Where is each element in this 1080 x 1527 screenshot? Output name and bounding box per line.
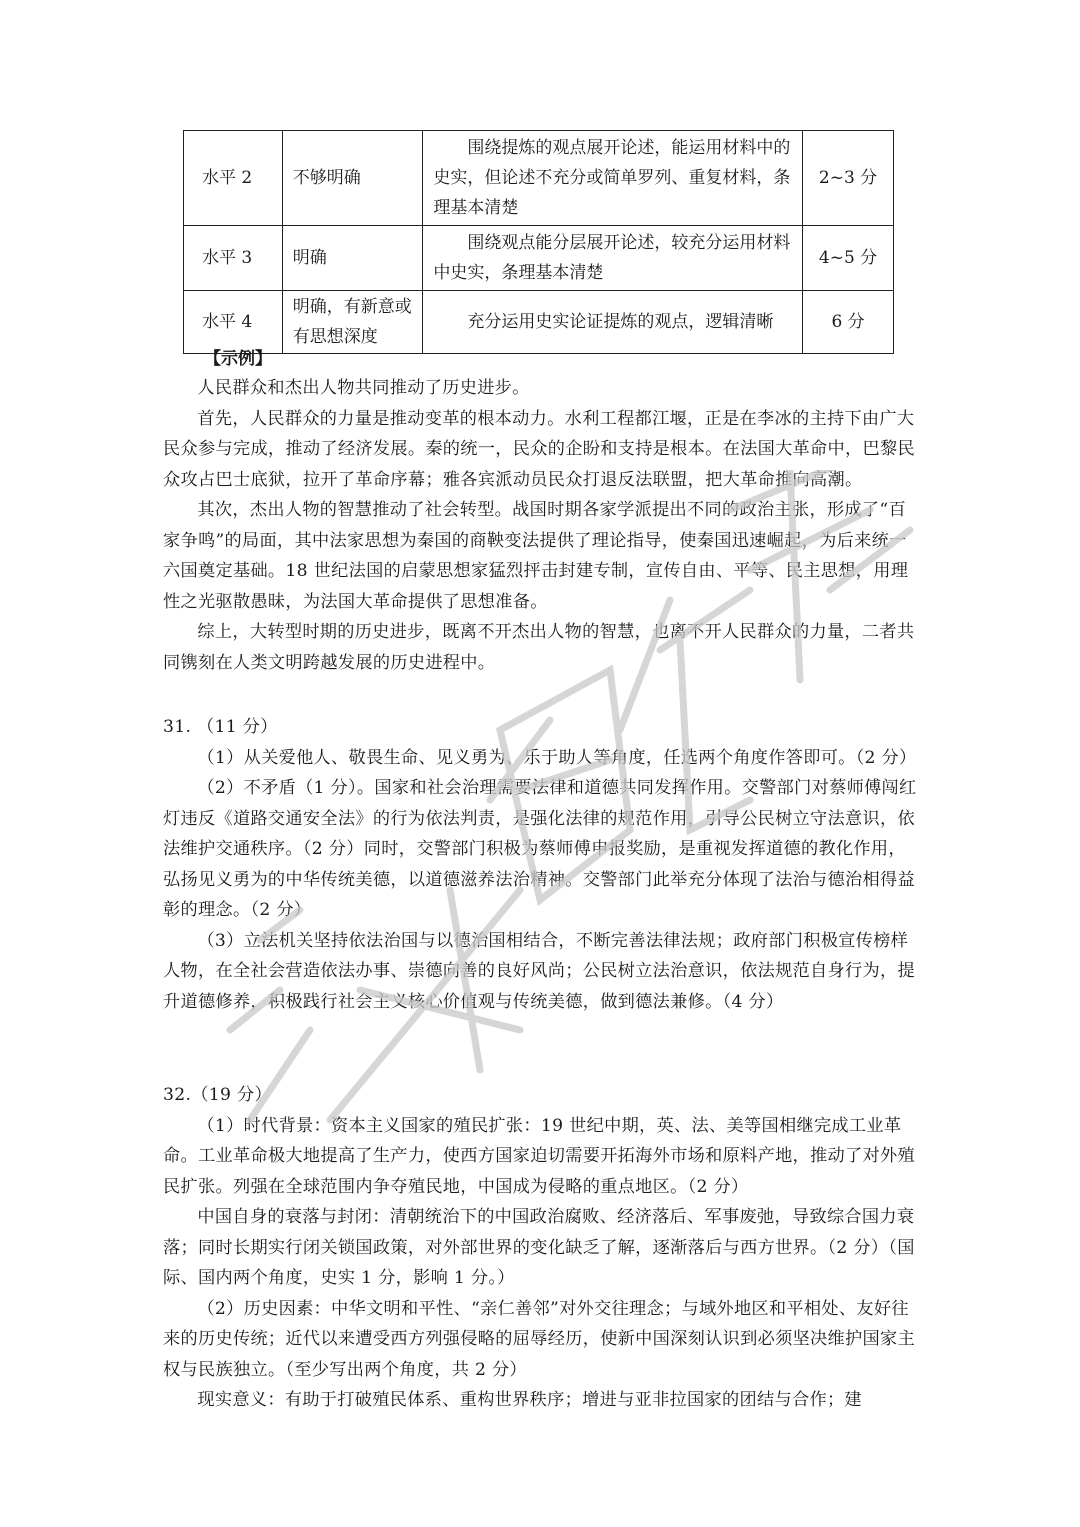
example-paragraph: 人民群众和杰出人物共同推动了历史进步。	[197, 378, 530, 398]
example-paragraph: 首先，人民群众的力量是推动变革的根本动力。水利工程都江堰，正是在李冰的主持下由广大民众参与完成，推动了经济发展。秦的统一，民众的企盼和支持是根本。在法国大革命中，巴黎民众攻占巴士底狱，拉开了革命序幕；雅各宾派动员民众打退反法联盟，把大革命推向高潮。	[163, 408, 915, 490]
answer-paragraph: 现实意义：有助于打破殖民体系、重构世界秩序；增进与亚非拉国家的团结与合作；建	[197, 1390, 862, 1410]
question-title: 32.（19 分）	[163, 1085, 272, 1105]
level-cell: 水平 4	[184, 291, 283, 354]
example-paragraph: 综上，大转型时期的历史进步，既离不开杰出人物的智慧，也离不开人民群众的力量，二者共同镌刻在人类文明跨越发展的历史进程中。	[163, 622, 915, 673]
table-row	[184, 226, 894, 291]
answer-paragraph: （3）立法机关坚持依法治国与以德治国相结合，不断完善法律法规；政府部门积极宣传榜样人物，在全社会营造依法办事、崇德向善的良好风尚；公民树立法治意识，依法规范自身行为，提升道德修养，积极践行社会主义核心价值观与传统美德，做到德法兼修。（4 分）	[163, 930, 915, 1012]
example-paragraph: 其次，杰出人物的智慧推动了社会转型。战国时期各家学派提出不同的政治主张，形成了“百家争鸣”的局面，其中法家思想为秦国的商鞅变法提供了理论指导，使秦国迅速崛起，为后来统一六国奠定基础。18 世纪法国的启蒙思想家猛烈抨击封建专制，宣传自由、平等、民主思想，用理性之光驱散愚昧，为法国大革命提供了思想准备。	[163, 500, 909, 612]
level-cell: 水平 2	[184, 131, 283, 226]
description-cell: 充分运用史实论证提炼的观点，逻辑清晰	[423, 291, 803, 354]
answer-paragraph: 中国自身的衰落与封闭：清朝统治下的中国政治腐败、经济落后、军事废弛，导致综合国力衰落；同时长期实行闭关锁国政策，对外部世界的变化缺乏了解，逐渐落后与西方世界。（2 分）（国际、国内两个角度，史实 1 分，影响 1 分。）	[163, 1207, 915, 1288]
example-heading: 【示例】	[204, 349, 272, 369]
question-32	[163, 1080, 919, 1416]
description-cell: 围绕提炼的观点展开论述，能运用材料中的史实，但论述不充分或简单罗列、重复材料，条理基本清楚	[423, 131, 803, 226]
description-cell: 围绕观点能分层展开论述，较充分运用材料中史实，条理基本清楚	[423, 226, 803, 291]
score-cell: 4~5 分	[803, 226, 894, 291]
question-31	[163, 712, 919, 1017]
answer-paragraph: （1）从关爱他人、敬畏生命、见义勇为、乐于助人等角度，任选两个角度作答即可。（2 分）	[197, 747, 917, 768]
viewpoint-cell: 明确，有新意或有思想深度	[282, 291, 423, 354]
score-cell: 6 分	[803, 291, 894, 354]
example-section	[163, 373, 919, 678]
table-row	[184, 291, 894, 354]
answer-paragraph: （1）时代背景：资本主义国家的殖民扩张：19 世纪中期，英、法、美等国相继完成工业革命。工业革命极大地提高了生产力，使西方国家迫切需要开拓海外市场和原料产地，推动了对外殖民扩张。列强在全球范围内争夺殖民地，中国成为侵略的重点地区。（2 分）	[163, 1115, 915, 1197]
rubric-table	[183, 130, 894, 354]
answer-paragraph: （2）不矛盾（1 分）。国家和社会治理需要法律和道德共同发挥作用。交警部门对蔡师傅闯红灯违反《道路交通安全法》的行为依法判责，是强化法律的规范作用，引导公民树立守法意识，依法维护交通秩序。（2 分）同时，交警部门积极为蔡师傅申报奖励，是重视发挥道德的教化作用，弘扬见义勇为的中华传统美德，以道德滋养法治精神。交警部门此举充分体现了法治与德治相得益彰的理念。（2 分）	[163, 778, 917, 920]
score-cell: 2~3 分	[803, 131, 894, 226]
answer-paragraph: （2）历史因素：中华文明和平性、“亲仁善邻”对外交往理念；与域外地区和平相处、友好往来的历史传统；近代以来遭受西方列强侵略的屈辱经历，使新中国深刻认识到必须坚决维护国家主权与民族独立。（至少写出两个角度，共 2 分）	[163, 1298, 915, 1380]
question-title: 31. （11 分）	[163, 717, 278, 737]
viewpoint-cell: 明确	[282, 226, 423, 291]
viewpoint-cell: 不够明确	[282, 131, 423, 226]
table-row	[184, 131, 894, 226]
level-cell: 水平 3	[184, 226, 283, 291]
